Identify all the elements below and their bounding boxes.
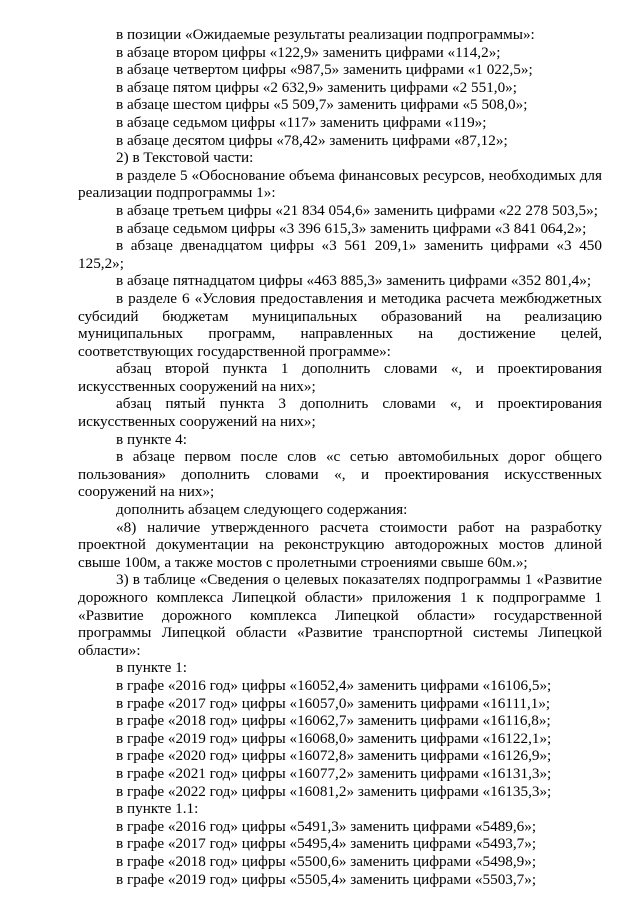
paragraph: в абзаце первом после слов «с сетью автомобильных дорог общего пользования» дополнить словами «, и проектирования искусственных сооружений на них»;: [78, 448, 602, 501]
paragraph: абзац второй пункта 1 дополнить словами «, и проектирования искусственных сооружений на них»;: [78, 360, 602, 395]
paragraph: в пункте 4:: [116, 430, 187, 448]
paragraph: в абзаце седьмом цифры «117» заменить цифрами «119»;: [116, 113, 487, 131]
paragraph: в графе «2017 год» цифры «16057,0» заменить цифрами «16111,1»;: [116, 694, 551, 712]
paragraph: абзац пятый пункта 3 дополнить словами «, и проектирования искусственных сооружений на них»;: [78, 395, 602, 431]
paragraph: в графе «2019 год» цифры «16068,0» заменить цифрами «16122,1»;: [116, 729, 552, 747]
paragraph: в графе «2020 год» цифры «16072,8» заменить цифрами «16126,9»;: [116, 747, 552, 765]
paragraph: в графе «2019 год» цифры «5505,4» заменить цифрами «5503,7»;: [116, 870, 537, 888]
paragraph: в абзаце двенадцатом цифры «3 561 209,1» заменить цифрами «3 450 125,2»;: [78, 237, 602, 272]
paragraph: 3) в таблице «Сведения о целевых показателях подпрограммы 1 «Развитие дорожного комплекса Липецкой области» приложения 1 к подпрограмме 1 «Развитие дорожного комплекса Липецкой области» государственной программы Липецкой области «Развитие транспортной системы Липецкой области»:: [78, 571, 602, 659]
paragraph: в разделе 6 «Условия предоставления и методика расчета межбюджетных субсидий бюджетам муниципальных образований на реализацию муниципальных программ, направленных на достижение целей, соответствующих государственной программе»:: [78, 289, 602, 360]
paragraph: в разделе 5 «Обоснование объема финансовых ресурсов, необходимых для реализации подпрограммы 1»:: [78, 166, 602, 202]
paragraph: 2) в Текстовой части:: [116, 149, 254, 167]
paragraph: дополнить абзацем следующего содержания:: [116, 501, 408, 519]
paragraph: в абзаце шестом цифры «5 509,7» заменить цифрами «5 508,0»;: [116, 96, 528, 114]
paragraph: в абзаце седьмом цифры «3 396 615,3» заменить цифрами «3 841 064,2»;: [116, 219, 587, 237]
paragraph: в позиции «Ожидаемые результаты реализации подпрограммы»:: [116, 26, 535, 43]
paragraph: в пункте 1:: [116, 659, 187, 677]
paragraph: в абзаце пятом цифры «2 632,9» заменить цифрами «2 551,0»;: [116, 78, 517, 96]
paragraph: в абзаце четвертом цифры «987,5» заменить цифрами «1 022,5»;: [116, 61, 533, 79]
paragraph: «8) наличие утвержденного расчета стоимости работ на разработку проектной документации на реконструкцию автодорожных мостов длиной свыше 100м, а также мостов с пролетными строениями свыше 60м.»;: [78, 518, 602, 571]
document-body: [78, 26, 602, 888]
paragraph: в абзаце пятнадцатом цифры «463 885,3» заменить цифрами «352 801,4»;: [116, 272, 592, 290]
paragraph: в абзаце втором цифры «122,9» заменить цифрами «114,2»;: [116, 43, 501, 61]
paragraph: в графе «2016 год» цифры «16052,4» заменить цифрами «16106,5»;: [116, 676, 552, 694]
paragraph: в пункте 1.1:: [116, 800, 199, 818]
paragraph: в абзаце десятом цифры «78,42» заменить цифрами «87,12»;: [116, 131, 508, 149]
paragraph: в графе «2022 год» цифры «16081,2» заменить цифрами «16135,3»;: [116, 782, 552, 800]
paragraph: в графе «2018 год» цифры «16062,7» заменить цифрами «16116,8»;: [116, 712, 551, 730]
paragraph: в графе «2018 год» цифры «5500,6» заменить цифрами «5498,9»;: [116, 852, 537, 870]
paragraph: в абзаце третьем цифры «21 834 054,6» заменить цифрами «22 278 503,5»;: [116, 201, 598, 219]
paragraph: в графе «2017 год» цифры «5495,4» заменить цифрами «5493,7»;: [116, 835, 537, 853]
paragraph: в графе «2021 год» цифры «16077,2» заменить цифрами «16131,3»;: [116, 764, 552, 782]
paragraph: в графе «2016 год» цифры «5491,3» заменить цифрами «5489,6»;: [116, 817, 537, 835]
